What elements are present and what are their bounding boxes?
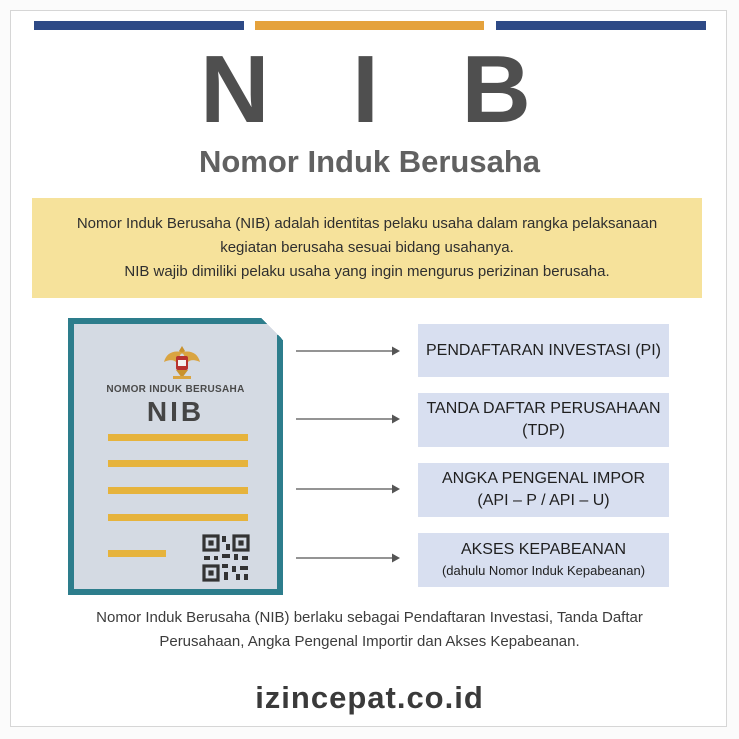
service-title: ANGKA PENGENAL IMPOR [441, 470, 645, 487]
garuda-emblem-icon [162, 342, 202, 382]
page-title: N I B [200, 36, 559, 143]
info-line-1: Nomor Induk Berusaha (NIB) adalah identitas pelaku usaha dalam rangka pelaksanaan [76, 215, 658, 232]
arrow-right-icon [296, 345, 402, 357]
footer-line-2: Perusahaan, Angka Pengenal Importir dan Akses Kepabeanan. [159, 633, 580, 650]
info-box [32, 198, 702, 298]
website-watermark: izincepat.co.id [255, 680, 484, 715]
nib-document-illustration [68, 318, 283, 595]
document-line [108, 514, 248, 521]
page-subtitle: Nomor Induk Berusaha [198, 144, 541, 179]
service-box-pendaftaran-investasi [418, 324, 669, 377]
qr-code-icon [202, 534, 250, 582]
document-line [108, 550, 166, 557]
service-title: PENDAFTARAN INVESTASI (PI) [426, 341, 661, 359]
document-nib-label: NIB [146, 396, 205, 427]
document-heading: NOMOR INDUK BERUSAHA [106, 384, 245, 395]
footer-text [0, 606, 739, 654]
info-line-3: NIB wajib dimiliki pelaku usaha yang ingin mengurus perizinan berusaha. [124, 263, 610, 280]
arrow-right-icon [296, 483, 402, 495]
service-title: AKSES KEPABEANAN [460, 541, 627, 558]
service-box-angka-pengenal-impor [418, 463, 669, 517]
arrow-right-icon [296, 552, 402, 564]
document-line [108, 460, 248, 467]
info-line-2: kegiatan berusaha sesuai bidang usahanya. [220, 239, 514, 256]
document-corner [261, 318, 283, 340]
service-box-tanda-daftar-perusahaan [418, 393, 669, 447]
top-bar-right [496, 21, 706, 30]
arrow-right-icon [296, 413, 402, 425]
top-bar-left [34, 21, 244, 30]
service-box-akses-kepabeanan [418, 533, 669, 587]
service-subtitle: (dahulu Nomor Induk Kepabeanan) [441, 563, 646, 578]
footer-line-1: Nomor Induk Berusaha (NIB) berlaku sebagai Pendaftaran Investasi, Tanda Daftar [96, 609, 643, 626]
service-title: TANDA DAFTAR PERUSAHAAN [426, 400, 661, 417]
top-bar-center [255, 21, 484, 30]
document-line [108, 434, 248, 441]
document-line [108, 487, 248, 494]
service-subtitle: (TDP) [522, 422, 565, 439]
service-subtitle: (API – P / API – U) [477, 492, 610, 509]
